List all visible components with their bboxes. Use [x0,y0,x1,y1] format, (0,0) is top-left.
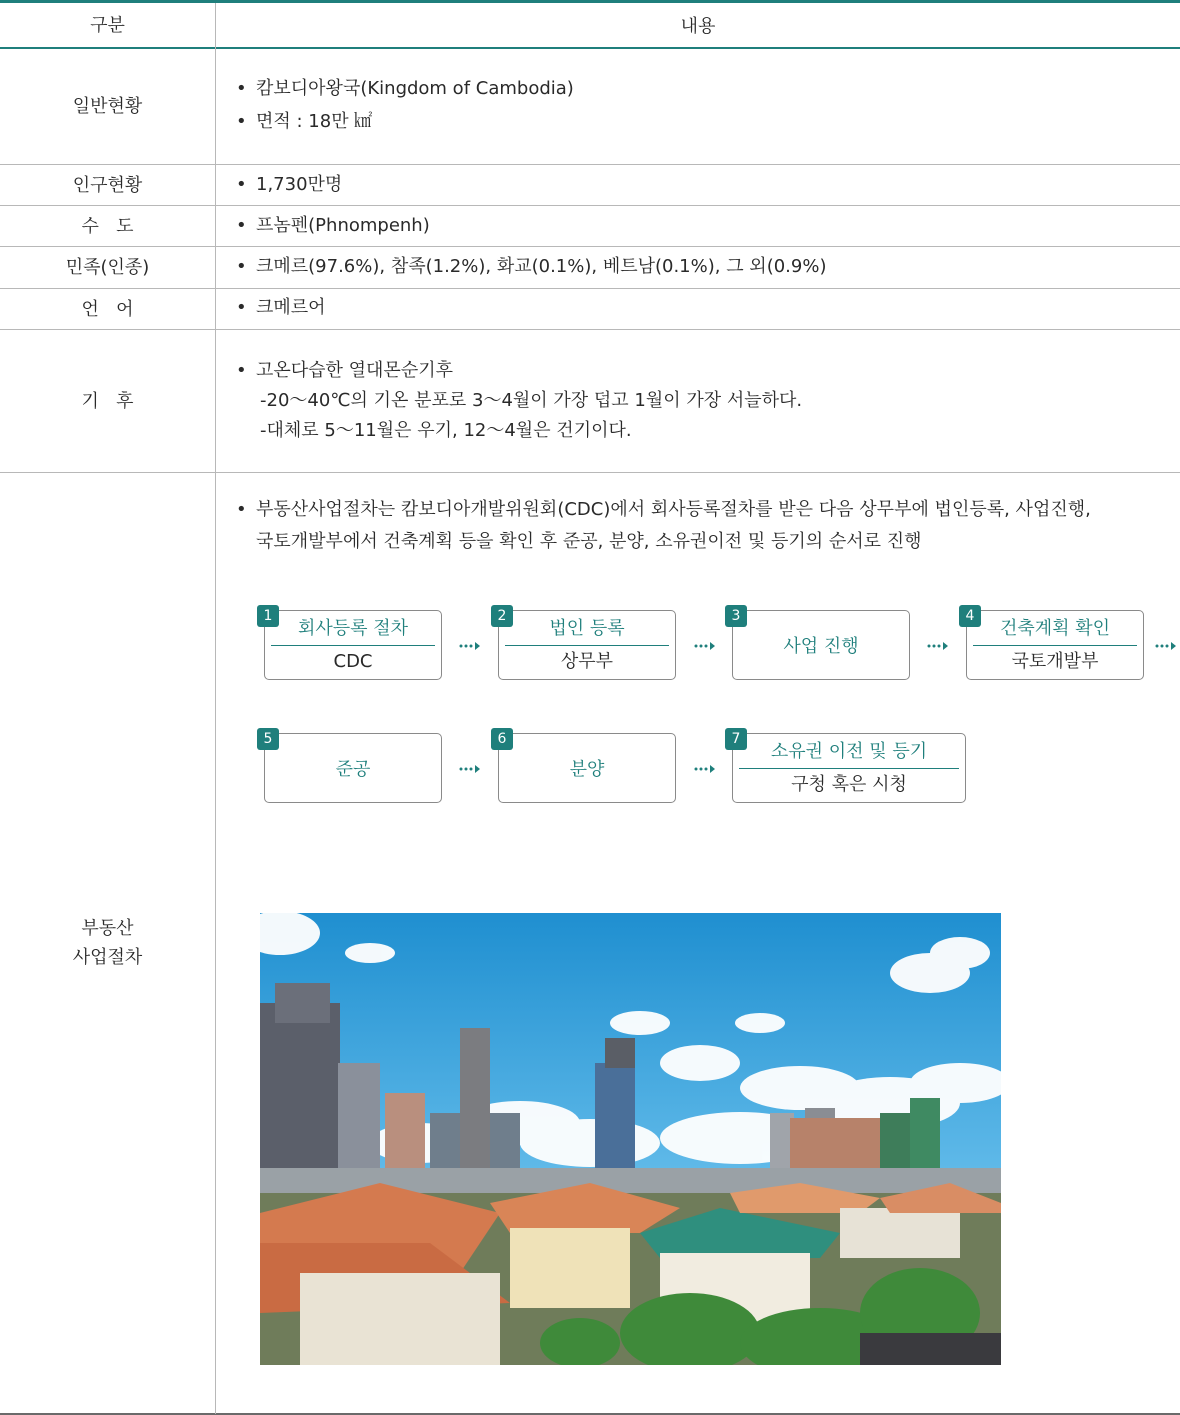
step-number-badge: 3 [725,605,747,627]
row-label-general: 일반현황 [72,96,143,117]
label-line: 사업절차 [72,947,143,968]
list-item: • 캄보디아왕국(Kingdom of Cambodia) [236,74,1166,104]
step-box-3 [732,610,910,680]
step-title: 사업 진행 [783,636,859,657]
list-item: • 고온다습한 열대몬순기후 [236,356,1166,386]
step-title: 회사등록 절차 [297,618,409,639]
step-title: 법인 등록 [549,618,625,639]
label-line: 부동산 [81,918,134,939]
step-box-7 [732,733,966,803]
sub-item: -대체로 5〜11월은 우기, 12〜4월은 건기이다. [260,420,632,441]
row-content-population [236,170,1166,200]
list-item: • 프놈펜(Phnompenh) [236,211,1166,241]
row-content-realestate [236,494,1166,558]
row-label-language: 언 어 [81,298,134,320]
row-content-language [236,293,1166,323]
step-number-badge: 7 [725,728,747,750]
list-item: • 크메르(97.6%), 참족(1.2%), 화교(0.1%), 베트남(0.1%), 그 외(0.9%) [236,252,1166,282]
sub-item: -20〜40℃의 기온 분포로 3〜4월이 가장 덥고 1월이 가장 서늘하다. [260,390,803,411]
list-item: • 크메르어 [236,293,1166,323]
step-subtitle: 구청 혹은 시청 [791,774,907,795]
step-title: 준공 [335,759,371,780]
dotted-arrow-icon [1154,640,1178,652]
step-subtitle: CDC [333,651,373,672]
row-content-general [236,74,1166,137]
step-number-badge: 1 [257,605,279,627]
step-box-2 [498,610,676,680]
row-label-capital: 수 도 [81,215,134,237]
step-title: 소유권 이전 및 등기 [770,741,928,762]
process-description-cont: 국토개발부에서 건축계획 등을 확인 후 준공, 분양, 소유권이전 및 등기의 순서로 진행 [256,531,922,552]
step-box-5 [264,733,442,803]
list-item: • 1,730만명 [236,170,1166,200]
header-content: 내용 [680,16,716,37]
step-number-badge: 6 [491,728,513,750]
dotted-arrow-icon [926,640,950,652]
city-skyline-photo [260,913,1001,1365]
step-box-6 [498,733,676,803]
dotted-arrow-icon [458,763,482,775]
row-content-ethnic [236,252,1166,282]
step-title: 분양 [569,759,605,780]
row-label-population: 인구현황 [72,174,143,196]
list-item: • 면적 : 18만 ㎢ [236,107,1166,137]
row-content-climate [236,356,1166,446]
step-title: 건축계획 확인 [999,618,1111,639]
row-label-realestate [0,473,215,1413]
skyline-illustration [260,913,1001,1365]
step-number-badge: 2 [491,605,513,627]
row-label-climate: 기 후 [81,390,134,412]
dotted-arrow-icon [693,640,717,652]
step-box-1 [264,610,442,680]
step-subtitle: 국토개발부 [1011,651,1099,672]
header-category: 구분 [90,14,125,36]
step-box-4 [966,610,1144,680]
dotted-arrow-icon [458,640,482,652]
step-number-badge: 5 [257,728,279,750]
step-subtitle: 상무부 [560,651,614,672]
dotted-arrow-icon [693,763,717,775]
row-label-ethnic: 민족(인종) [65,257,150,278]
row-content-capital [236,211,1166,241]
step-number-badge: 4 [959,605,981,627]
column-divider [215,3,216,1414]
process-description: • 부동산사업절차는 캄보디아개발위원회(CDC)에서 회사등록절차를 받은 다음 상무부에 법인등록, 사업진행, [236,494,1166,526]
